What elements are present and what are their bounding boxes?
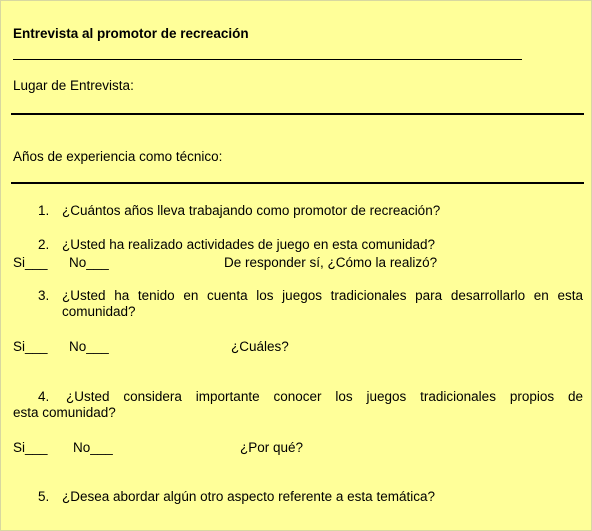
question-4-number: 4. (38, 389, 50, 404)
question-2-text: ¿Usted ha realizado actividades de juego en esta comunidad? (62, 237, 435, 252)
question-5-text: ¿Desea abordar algún otro aspecto referente a esta temática? (62, 489, 435, 504)
question-2-followup: De responder sí, ¿Cómo la realizó? (224, 255, 438, 270)
experiencia-line (11, 182, 584, 184)
question-3-text: ¿Usted ha tenido en cuenta los juegos tradicionales para desarrollarlo en esta comunidad? (62, 288, 583, 319)
question-3-si: Si___ (13, 339, 48, 354)
question-3-number: 3. (38, 288, 50, 303)
question-2-no: No___ (69, 255, 109, 270)
question-2-number: 2. (38, 237, 50, 252)
question-2-si: Si___ (13, 255, 48, 270)
lugar-label: Lugar de Entrevista: (13, 78, 134, 93)
form-title: Entrevista al promotor de recreación (13, 26, 249, 41)
question-1-number: 1. (38, 203, 50, 218)
question-4-text-line2: esta comunidad? (13, 405, 116, 420)
question-4-text-line1: ¿Usted considera importante conocer los juegos tradicionales propios de (66, 389, 583, 404)
question-1-text: ¿Cuántos años lleva trabajando como promotor de recreación? (62, 203, 441, 218)
question-4-no: No___ (73, 440, 113, 455)
experiencia-label: Años de experiencia como técnico: (13, 149, 223, 164)
question-5-number: 5. (38, 489, 50, 504)
question-3-no: No___ (69, 339, 109, 354)
lugar-line (11, 113, 584, 115)
title-underline (13, 59, 522, 60)
question-4-followup: ¿Por qué? (240, 440, 304, 455)
question-4-si: Si___ (13, 440, 48, 455)
question-3-followup: ¿Cuáles? (231, 339, 289, 354)
